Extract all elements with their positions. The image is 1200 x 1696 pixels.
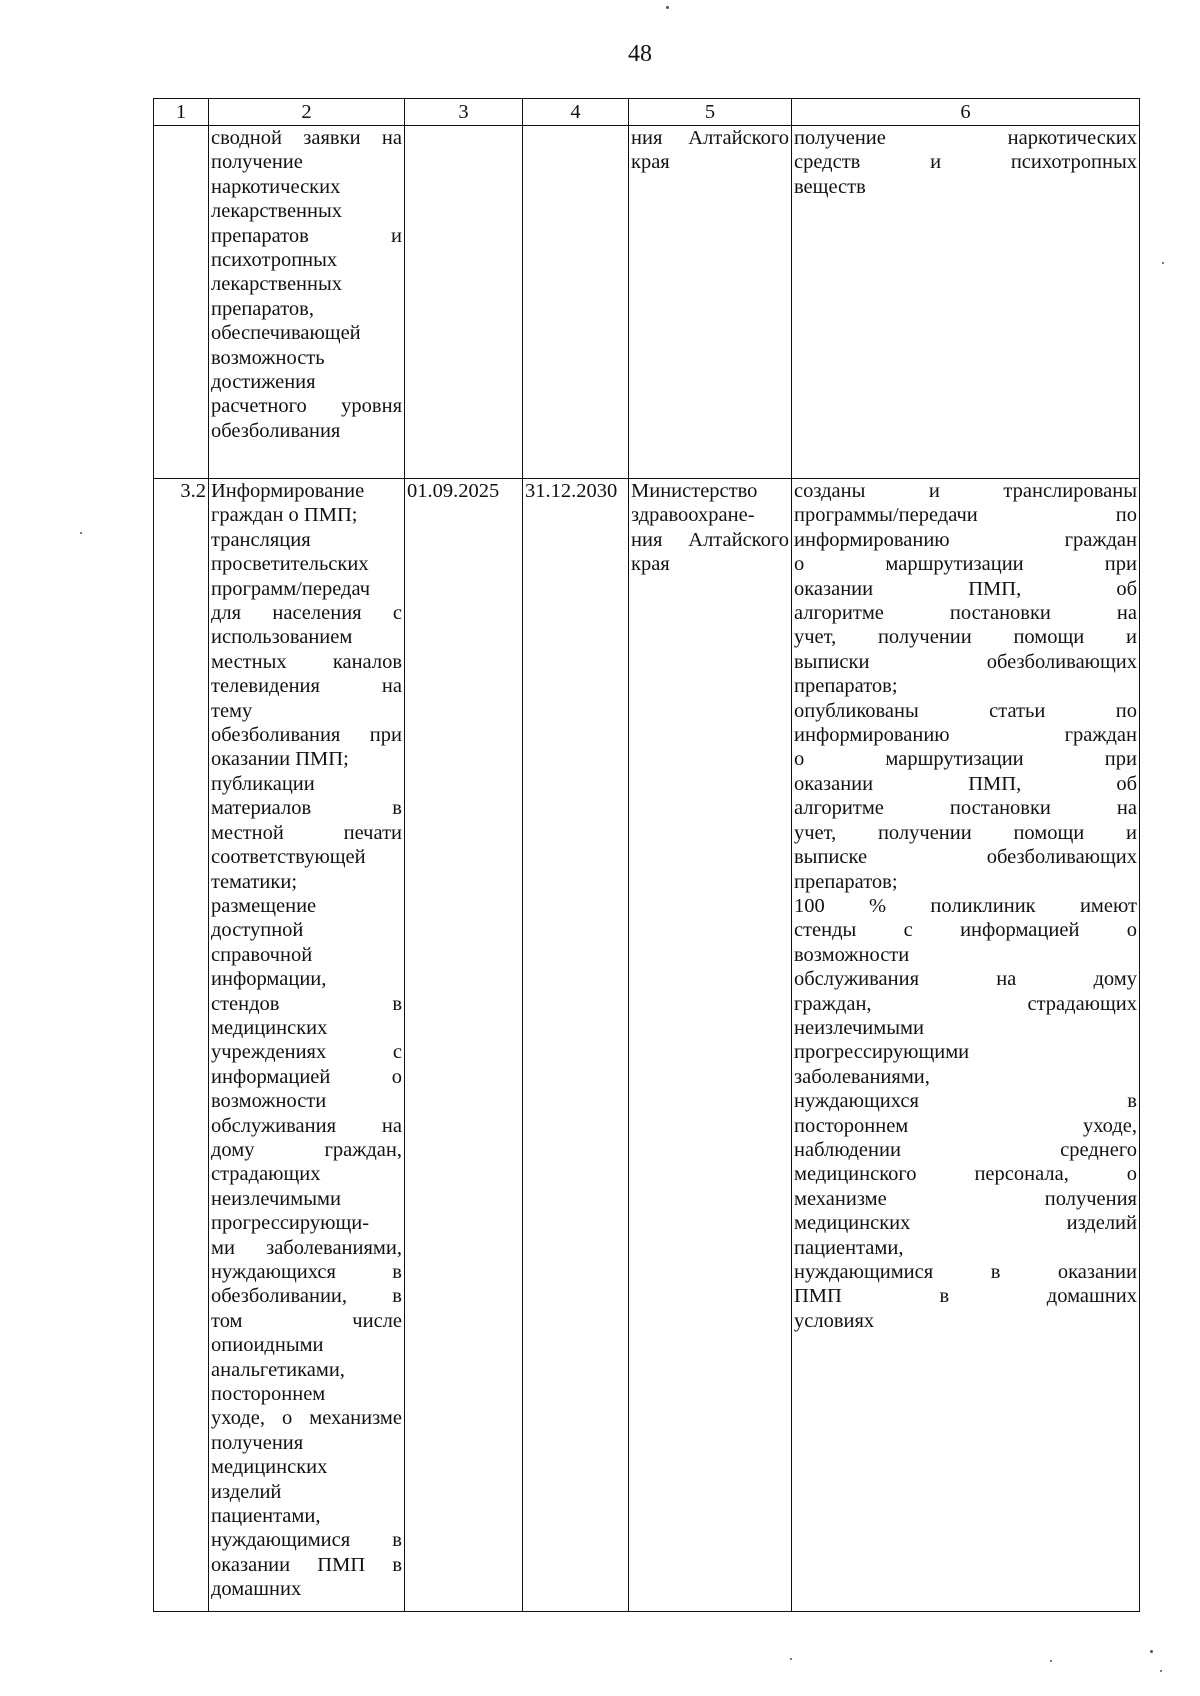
cell-text-line: учет, получении помощи и	[794, 626, 1137, 649]
scan-speck	[80, 532, 82, 534]
cell-text-line: учет, получении помощи и	[794, 821, 1137, 844]
cell-text-line: для населения с	[211, 602, 402, 625]
cell-text-line: информированию граждан	[794, 724, 1137, 747]
cell-text-line: условиях	[794, 1309, 875, 1332]
cell-text-line: обезболивания	[211, 419, 341, 442]
cell-text-line: использованием	[211, 626, 353, 649]
activity-cell	[209, 479, 405, 1612]
cell-text-line: информации,	[211, 968, 327, 991]
table-row	[154, 479, 1140, 1612]
header-row	[154, 99, 1140, 126]
cell-text-line: медицинских изделий	[794, 1212, 1137, 1235]
cell-text-line: опубликованы статьи по	[794, 699, 1137, 722]
cell-text-line: медицинских	[211, 1016, 328, 1039]
cell-text-line: прогрессирующими	[794, 1041, 970, 1064]
cell-text-line: выписке обезболивающих	[794, 846, 1137, 869]
cell-text-line: домашних	[211, 1578, 302, 1601]
cell-text-line: обслуживания на	[211, 1114, 402, 1137]
cell-text-line: созданы и транслированы	[794, 480, 1137, 502]
cell-text-line: неизлечимыми	[794, 1016, 924, 1039]
cell-text-line: средств и психотропных	[794, 151, 1137, 174]
cell-text-line: о маршрутизации при	[794, 748, 1137, 771]
cell-text-line: постороннем уходе,	[794, 1114, 1137, 1137]
cell-text-line: стендов в	[211, 992, 402, 1015]
column-header: 4	[523, 99, 629, 126]
cell-text-line: нуждающихся в	[211, 1261, 402, 1283]
scan-speck	[1150, 1650, 1153, 1653]
cell-text-line: возможности	[211, 1090, 327, 1113]
cell-text-line: алгоритме постановки на	[794, 797, 1137, 820]
cell-text-line: о маршрутизации при	[794, 553, 1137, 576]
cell-text-line: публикации	[211, 772, 315, 795]
cell-text-line: граждан о ПМП;	[211, 504, 358, 527]
cell-text-line: препаратов,	[211, 297, 314, 320]
scan-speck	[1162, 262, 1164, 264]
cell-text-line: материалов в	[211, 797, 402, 820]
cell-text-line: Министерство	[631, 480, 758, 502]
cell-text-line: прогрессирующи-	[211, 1212, 370, 1235]
cell-text-line: уходе, о механизме	[211, 1407, 402, 1430]
column-header: 3	[405, 99, 523, 126]
cell-text-line: пациентами,	[211, 1505, 321, 1528]
item-number-cell	[154, 126, 209, 479]
column-header: 2	[209, 99, 405, 126]
cell-text-line: информацией о	[211, 1065, 402, 1088]
cell-text-line: обеспечивающей	[211, 322, 361, 345]
cell-text-line: неизлечимыми	[211, 1187, 341, 1210]
cell-text-line: нуждающимися в оказании	[794, 1261, 1137, 1283]
cell-text-line: ния Алтайского	[631, 528, 789, 551]
start-date-cell	[405, 126, 523, 479]
cell-text-line: обслуживания на дому	[794, 968, 1137, 991]
start-date-cell: 01.09.2025	[405, 479, 523, 1612]
cell-text-line: сводной заявки на	[211, 127, 402, 149]
cell-text-line: наркотических	[211, 175, 341, 198]
cell-text-line: оказании ПМП, об	[794, 772, 1137, 795]
cell-text-line: постороннем	[211, 1383, 326, 1406]
cell-text-line: доступной	[211, 919, 304, 942]
cell-text-line: возможности	[794, 943, 910, 966]
cell-text-line: расчетного уровня	[211, 395, 402, 418]
result-cell	[792, 479, 1140, 1612]
cell-text-line: просветительских	[211, 553, 369, 576]
cell-text-line: оказании ПМП;	[211, 748, 349, 771]
cell-text-line: здравоохране-	[631, 504, 755, 527]
activity-cell	[209, 126, 405, 479]
plan-table	[153, 98, 1140, 1612]
cell-text-line: нуждающихся в	[794, 1090, 1137, 1113]
scan-speck	[1160, 1670, 1162, 1672]
cell-text-line: медицинского персонала, о	[794, 1163, 1137, 1186]
cell-text-line: медицинских	[211, 1456, 328, 1479]
cell-text-line: размещение	[211, 894, 317, 917]
cell-text-line: препаратов;	[794, 870, 898, 893]
cell-text-line: телевидения на	[211, 675, 402, 698]
cell-text-line: нуждающимися в	[211, 1529, 402, 1552]
cell-text-line: заболеваниями,	[794, 1065, 930, 1088]
cell-text-line: алгоритме постановки на	[794, 602, 1137, 625]
cell-text-line: лекарственных	[211, 200, 343, 223]
cell-text-line: страдающих	[211, 1163, 321, 1186]
cell-text-line: оказании ПМП в	[211, 1553, 402, 1576]
cell-text-line: трансляция	[211, 528, 311, 551]
executor-cell	[629, 126, 792, 479]
cell-text-line: пациентами,	[794, 1236, 904, 1259]
cell-text-line: края	[631, 151, 670, 174]
end-date-cell	[523, 126, 629, 479]
column-header: 1	[154, 99, 209, 126]
cell-text-line: тематики;	[211, 870, 298, 893]
cell-text-line: получение наркотических	[794, 127, 1137, 149]
cell-text-line: наблюдении среднего	[794, 1138, 1137, 1161]
cell-text-line: достижения	[211, 371, 316, 394]
cell-text-line: ми заболеваниями,	[211, 1236, 402, 1259]
cell-text-line: соответствующей	[211, 846, 366, 869]
cell-text-line: местных каналов	[211, 650, 402, 673]
cell-text-line: края	[631, 553, 670, 576]
cell-text-line: учреждениях с	[211, 1041, 402, 1064]
cell-text-line: возможность	[211, 346, 325, 369]
item-number-cell: 3.2	[154, 479, 209, 1612]
cell-text-line: местной печати	[211, 821, 402, 844]
scan-speck	[1050, 1660, 1052, 1662]
cell-text-line: том числе	[211, 1309, 402, 1332]
cell-text-line: лекарственных	[211, 273, 343, 296]
cell-text-line: граждан, страдающих	[794, 992, 1137, 1015]
cell-text-line: информированию граждан	[794, 528, 1137, 551]
cell-text-line: ПМП в домашних	[794, 1285, 1137, 1308]
cell-text-line: Информирование	[211, 480, 365, 502]
cell-text-line: опиоидными	[211, 1334, 324, 1357]
cell-text-line: программ/передач	[211, 577, 371, 600]
column-header: 6	[792, 99, 1140, 126]
cell-text-line: получение	[211, 151, 303, 174]
cell-text-line: 100 % поликлиник имеют	[794, 894, 1137, 917]
scan-speck	[790, 1658, 792, 1660]
cell-text-line: обезболивания при	[211, 724, 402, 747]
scan-speck	[666, 6, 669, 9]
result-cell	[792, 126, 1140, 479]
cell-text-line: справочной	[211, 943, 313, 966]
table-row	[154, 126, 1140, 479]
cell-text-line: программы/передачи по	[794, 504, 1137, 527]
cell-text-line: препаратов;	[794, 675, 898, 698]
cell-text-line: обезболивании, в	[211, 1285, 402, 1308]
cell-text-line: изделий	[211, 1480, 282, 1503]
cell-text-line: получения	[211, 1431, 304, 1454]
column-header: 5	[629, 99, 792, 126]
cell-text-line: психотропных	[211, 249, 338, 272]
cell-text-line: механизме получения	[794, 1187, 1137, 1210]
executor-cell	[629, 479, 792, 1612]
cell-text-line: веществ	[794, 175, 866, 198]
cell-text-line: тему	[211, 699, 253, 722]
end-date-cell: 31.12.2030	[523, 479, 629, 1612]
page-number: 48	[628, 41, 652, 67]
cell-text-line: анальгетиками,	[211, 1358, 345, 1381]
cell-text-line: стенды с информацией о	[794, 919, 1137, 942]
cell-text-line: дому граждан,	[211, 1138, 402, 1161]
cell-text-line: оказании ПМП, об	[794, 577, 1137, 600]
cell-text-line: ния Алтайского	[631, 127, 789, 149]
cell-text-line: препаратов и	[211, 224, 402, 247]
cell-text-line: выписки обезболивающих	[794, 650, 1137, 673]
